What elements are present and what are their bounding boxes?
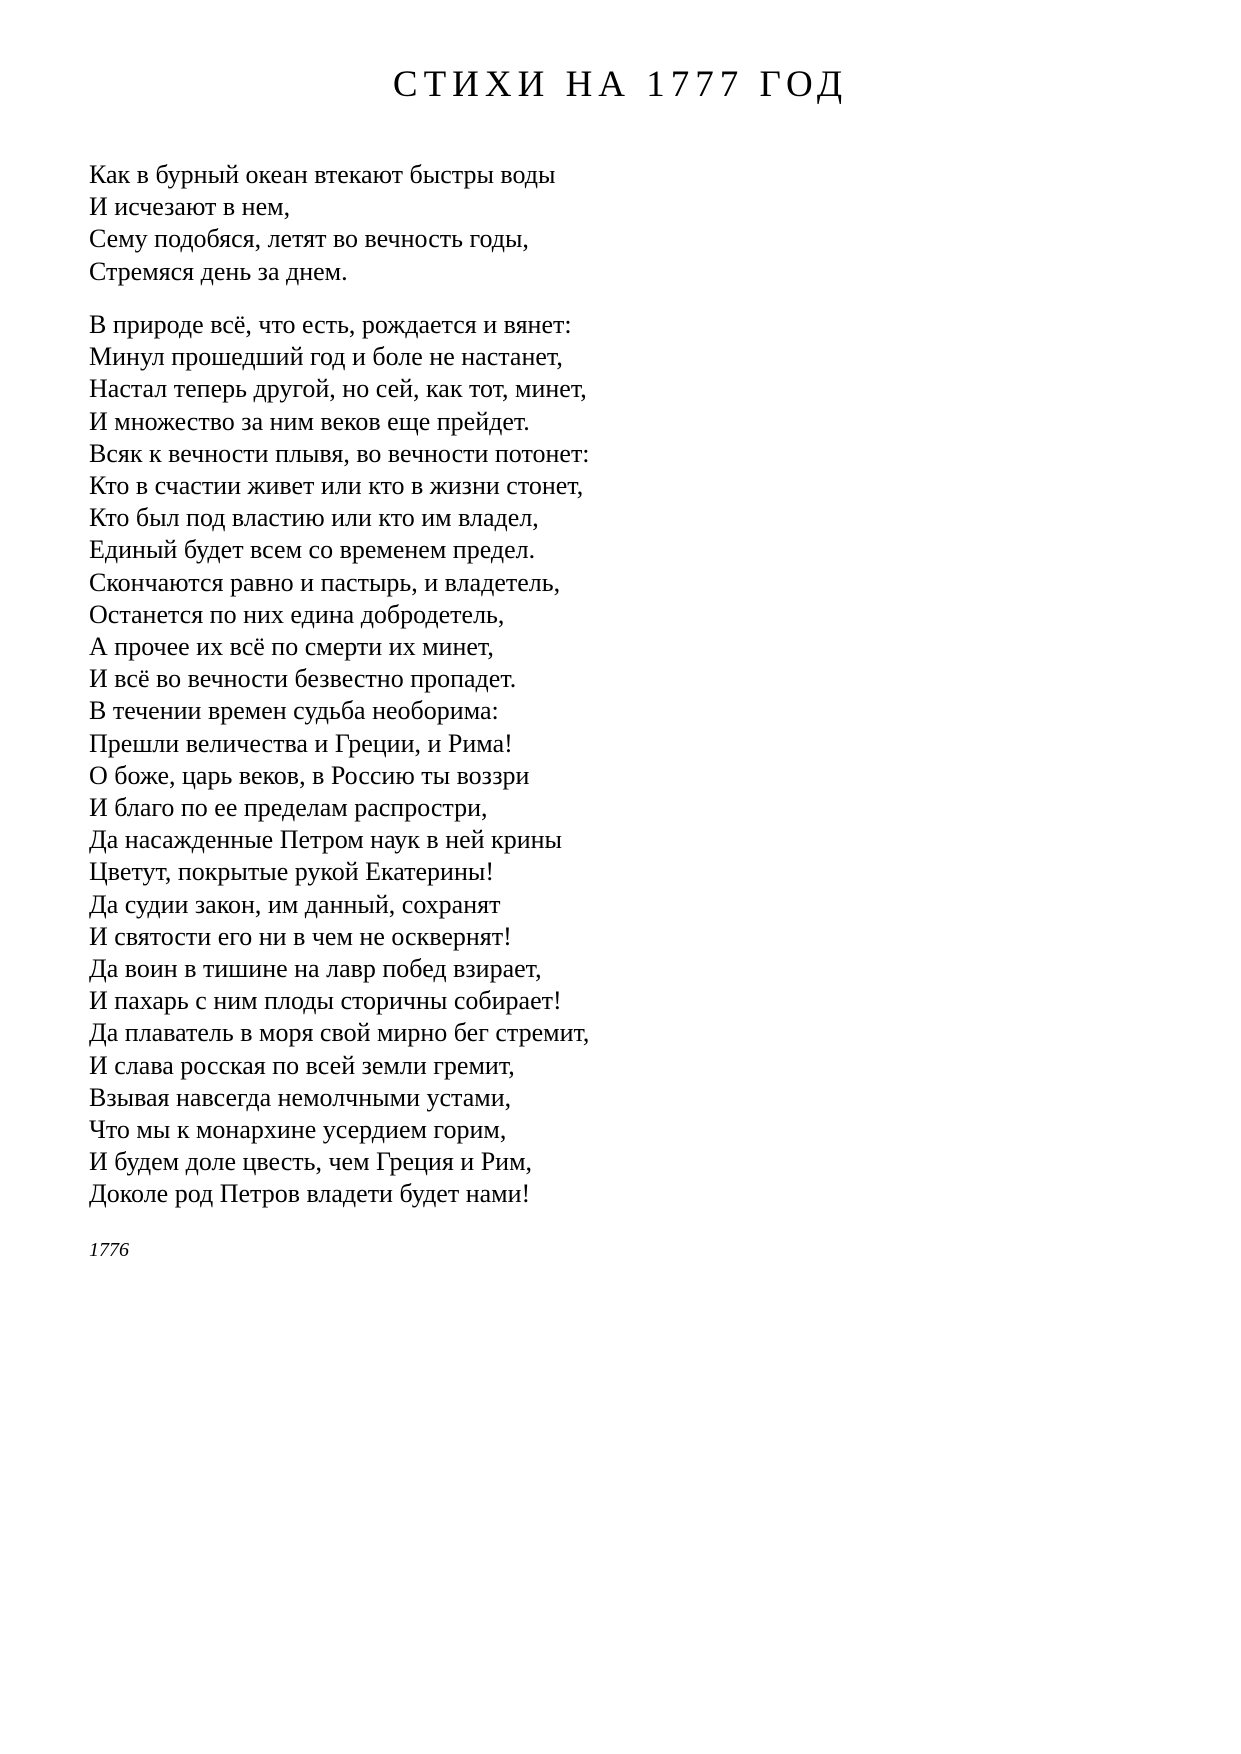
poem-line: Да судии закон, им данный, сохранят xyxy=(89,889,501,919)
poem-line: Минул прошедший год и боле не настанет, xyxy=(89,342,563,372)
poem-line: И будем доле цвесть, чем Греция и Рим, xyxy=(89,1147,533,1177)
poem-line: Всяк к вечности плывя, во вечности потонет: xyxy=(89,438,590,468)
poem-line: Как в бурный океан втекают быстры воды xyxy=(89,160,556,189)
poem-line: Единый будет всем со временем предел. xyxy=(89,535,536,565)
poem-line: Прешли величества и Греции, и Рима! xyxy=(89,728,513,758)
poem-line: В природе всё, что есть, рождается и вянет: xyxy=(89,310,572,339)
poem-line: Стремяся день за днем. xyxy=(89,256,348,286)
poem-line: И благо по ее пределам распростри, xyxy=(89,793,488,823)
poem-line: Доколе род Петров владети будет нами! xyxy=(89,1179,531,1209)
poem-line: И всё во вечности безвестно пропадет. xyxy=(89,664,517,694)
poem-line: Да насажденные Петром наук в ней крины xyxy=(89,825,562,855)
stanza-2 xyxy=(89,309,590,1211)
poem-line: Цветут, покрытые рукой Екатерины! xyxy=(89,857,494,887)
poem-title: СТИХИ НА 1777 ГОД xyxy=(392,64,849,105)
poem-line: Настал теперь другой, но сей, как тот, минет, xyxy=(89,374,587,404)
poem-line: И исчезают в нем, xyxy=(89,192,291,222)
poem-line: В течении времен судьба необорима: xyxy=(89,696,499,726)
poem-line: Скончаются равно и пастырь, и владетель, xyxy=(89,567,561,597)
stanza-1 xyxy=(89,159,555,288)
poem-line: Кто в счастии живет или кто в жизни стонет, xyxy=(89,471,584,501)
poem-line: Останется по них едина добродетель, xyxy=(89,599,505,629)
poem-line: Да воин в тишине на лавр побед взирает, xyxy=(89,954,542,984)
poem-line: Взывая навсегда немолчными устами, xyxy=(89,1082,512,1112)
poem-line: О боже, царь веков, в Россию ты воззри xyxy=(89,760,530,790)
poem-line: И пахарь с ним плоды сторичны собирает! xyxy=(89,986,562,1016)
poem-line: И святости его ни в чем не осквернят! xyxy=(89,921,512,951)
poem-date: 1776 xyxy=(89,1239,129,1261)
poem-line: А прочее их всё по смерти их минет, xyxy=(89,632,494,662)
poem-line: Да плаватель в моря свой мирно бег стремит, xyxy=(89,1018,590,1048)
poem-line: Что мы к монархине усердием горим, xyxy=(89,1115,507,1145)
poem-line: Кто был под властию или кто им владел, xyxy=(89,503,539,533)
poem-line: И множество за ним веков еще прейдет. xyxy=(89,406,530,436)
poem-line: И слава росская по всей земли гремит, xyxy=(89,1050,515,1080)
poem-line: Сему подобяся, летят во вечность годы, xyxy=(89,224,529,254)
